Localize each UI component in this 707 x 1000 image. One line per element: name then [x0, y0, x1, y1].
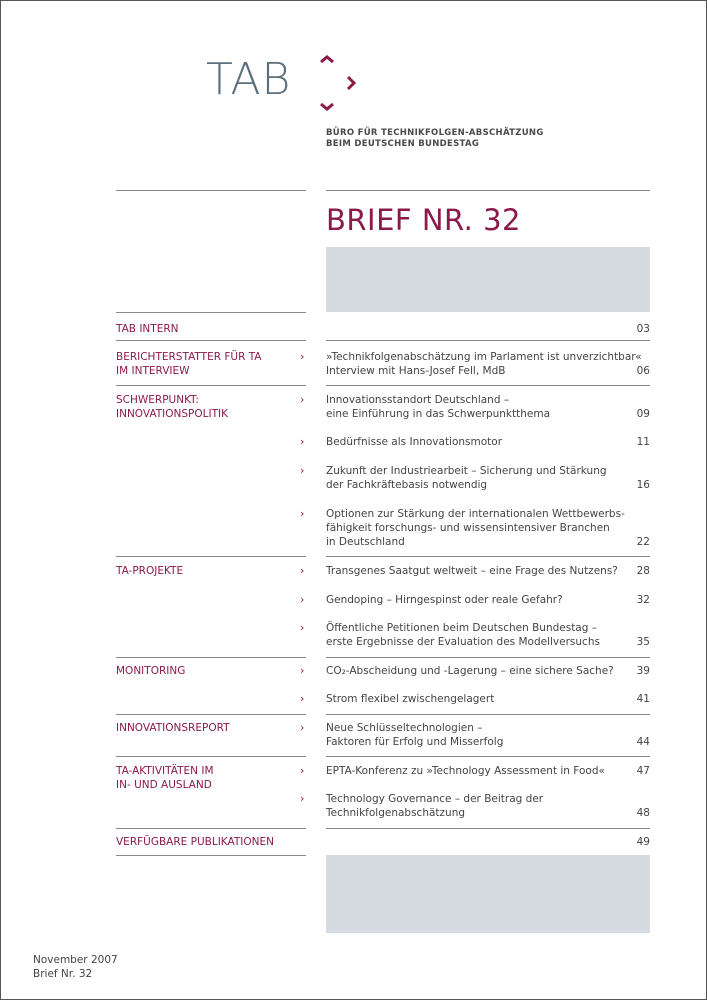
chevron-right-icon: ›: [300, 393, 305, 406]
toc-entry: EPTA-Konferenz zu »Technology Assessment in Food«: [326, 765, 605, 777]
toc-entry: [326, 621, 626, 649]
section-schwerpunkt: [116, 393, 228, 421]
entry-line: Faktoren für Erfolg und Misserfolg: [326, 736, 504, 748]
page-number: 22: [636, 536, 650, 548]
page-number: 41: [636, 693, 650, 705]
entry-line: Innovationsstandort Deutschland –: [326, 394, 510, 406]
entry-line: Technikfolgenabschätzung: [326, 807, 466, 819]
entry-line: in Deutschland: [326, 536, 405, 548]
entry-line: eine Einführung in das Schwerpunktthema: [326, 408, 551, 420]
entry-line: erste Ergebnisse der Evaluation des Modellversuchs: [326, 636, 600, 648]
gray-panel-bottom: [326, 855, 650, 933]
footer-issue: Brief Nr. 32: [33, 968, 93, 980]
entry-line: Neue Schlüsseltechnologien –: [326, 722, 483, 734]
chevron-right-icon: ›: [300, 593, 305, 606]
entry-line: Interview mit Hans-Josef Fell, MdB: [326, 365, 506, 377]
chevron-right-icon: ›: [300, 764, 305, 777]
toc-entry: [326, 393, 626, 421]
divider: [116, 756, 306, 757]
chevron-right-icon: ›: [300, 564, 305, 577]
section-ta-aktivitaeten: [116, 764, 214, 792]
divider: [116, 340, 306, 341]
chevron-right-icon: ›: [300, 664, 305, 677]
section-interview: [116, 350, 261, 378]
toc-entry: Gendoping – Hirngespinst oder reale Gefahr?: [326, 594, 563, 606]
toc-entry: Transgenes Saatgut weltweit – eine Frage des Nutzens?: [326, 565, 618, 577]
page-number: 49: [636, 836, 650, 848]
section-line: SCHWERPUNKT:: [116, 394, 199, 406]
divider: [116, 312, 306, 313]
chevron-right-icon: ›: [300, 792, 305, 805]
gray-panel-top: [326, 247, 650, 312]
chevron-right-icon: ›: [300, 721, 305, 734]
section-innovationsreport: INNOVATIONSREPORT: [116, 722, 230, 734]
divider: [116, 190, 306, 191]
toc-entry: [326, 464, 626, 492]
page-number: 28: [636, 565, 650, 577]
tab-logo-text: TAB: [206, 54, 292, 105]
page-number: 47: [636, 765, 650, 777]
entry-line: Optionen zur Stärkung der internationalen Wettbewerbs-: [326, 508, 625, 520]
section-tab-intern: TAB INTERN: [116, 323, 179, 335]
divider: [326, 657, 650, 658]
section-line: IN- UND AUSLAND: [116, 779, 212, 791]
page-number: 44: [636, 736, 650, 748]
chevron-right-icon: ›: [300, 464, 305, 477]
entry-line: fähigkeit forschungs- und wissensintensiver Branchen: [326, 522, 610, 534]
section-publikationen: VERFÜGBARE PUBLIKATIONEN: [116, 836, 274, 848]
section-line: INNOVATIONSPOLITIK: [116, 408, 228, 420]
section-ta-projekte: TA-PROJEKTE: [116, 565, 184, 577]
page-number: 48: [636, 807, 650, 819]
divider: [116, 714, 306, 715]
chevron-right-icon: ›: [300, 507, 305, 520]
page-number: 11: [636, 436, 650, 448]
org-line-2: BEIM DEUTSCHEN BUNDESTAG: [326, 139, 480, 149]
divider: [326, 714, 650, 715]
entry-line: Öffentliche Petitionen beim Deutschen Bundestag –: [326, 622, 597, 634]
page-number: 06: [636, 365, 650, 377]
divider: [116, 828, 306, 829]
section-line: TA-AKTIVITÄTEN IM: [116, 765, 214, 777]
section-line: BERICHTERSTATTER FÜR TA: [116, 351, 262, 363]
divider: [326, 190, 650, 191]
tab-logo-mark-icon: [314, 53, 360, 117]
chevron-right-icon: ›: [300, 692, 305, 705]
page-number: 39: [636, 665, 650, 677]
toc-entry: [326, 721, 626, 749]
entry-line: der Fachkräftebasis notwendig: [326, 479, 488, 491]
entry-line: Technology Governance – der Beitrag der: [326, 793, 544, 805]
section-monitoring: MONITORING: [116, 665, 186, 677]
divider: [326, 756, 650, 757]
org-name: [326, 128, 544, 150]
page-number: 32: [636, 594, 650, 606]
toc-entry: [326, 350, 642, 378]
divider: [326, 828, 650, 829]
chevron-right-icon: ›: [300, 435, 305, 448]
divider: [326, 556, 650, 557]
toc-entry: [326, 507, 626, 549]
divider: [326, 340, 650, 341]
chevron-right-icon: ›: [300, 350, 305, 363]
divider: [116, 657, 306, 658]
section-line: IM INTERVIEW: [116, 365, 190, 377]
page-number: 35: [636, 636, 650, 648]
page-number: 03: [636, 323, 650, 335]
page-number: 16: [636, 479, 650, 491]
divider: [116, 556, 306, 557]
divider: [116, 385, 306, 386]
entry-line: Zukunft der Industriearbeit – Sicherung und Stärkung: [326, 465, 607, 477]
toc-entry: Strom flexibel zwischengelagert: [326, 693, 495, 705]
page-number: 09: [636, 408, 650, 420]
divider: [116, 855, 306, 856]
toc-entry: [326, 792, 626, 820]
org-line-1: BÜRO FÜR TECHNIKFOLGEN-ABSCHÄTZUNG: [326, 128, 544, 138]
entry-line: »Technikfolgenabschätzung im Parlament ist unverzichtbar«: [326, 351, 642, 363]
toc-entry: Bedürfnisse als Innovationsmotor: [326, 436, 503, 448]
page-title: BRIEF NR. 32: [326, 203, 521, 237]
toc-entry: CO₂-Abscheidung und -Lagerung – eine sichere Sache?: [326, 665, 614, 677]
footer-date: November 2007: [33, 954, 118, 966]
divider: [326, 385, 650, 386]
chevron-right-icon: ›: [300, 621, 305, 634]
